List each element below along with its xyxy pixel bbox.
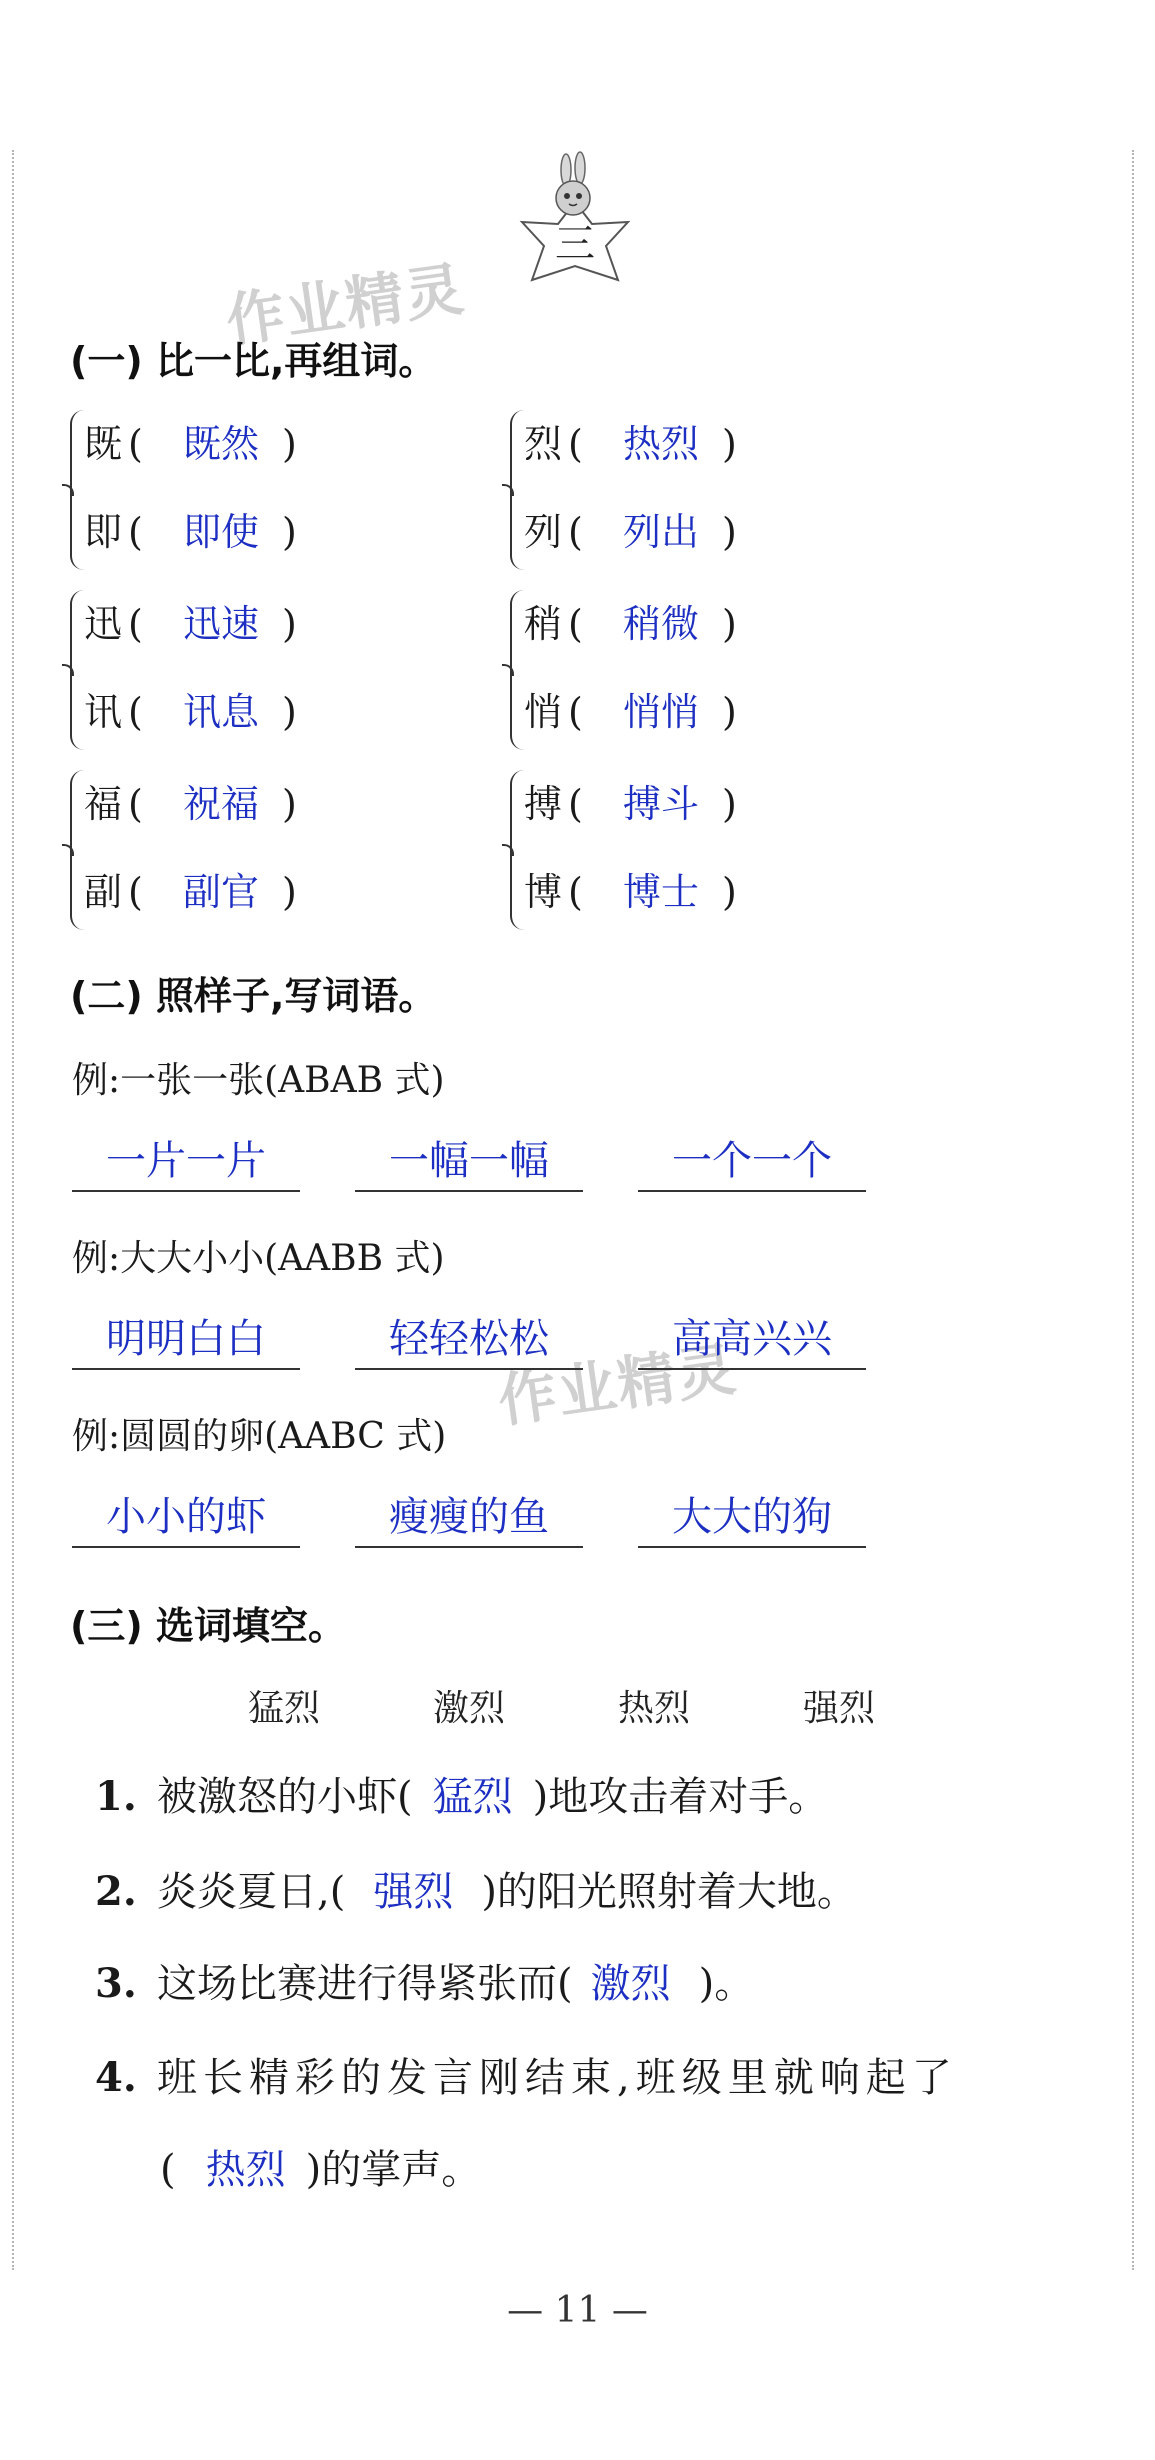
answer: 副官 <box>182 870 259 914</box>
answer-blank <box>355 1118 583 1192</box>
page-number: — 11 — <box>507 2290 648 2331</box>
char: 迅 <box>84 602 123 646</box>
section-badge <box>500 150 650 290</box>
word-option: 猛烈 <box>248 1688 321 1729</box>
char: 博 <box>524 870 563 914</box>
answer-blank <box>72 1118 300 1192</box>
question-text: )的掌声。 <box>305 2147 482 2193</box>
char: 烈 <box>524 422 563 466</box>
word-option: 强烈 <box>803 1688 876 1729</box>
example-text: 例:圆圆的卵(AABC 式) <box>72 1416 447 1457</box>
answer-blank <box>638 1118 866 1192</box>
answer-blank <box>72 1296 300 1370</box>
answer-blank <box>638 1474 866 1548</box>
brace <box>510 410 524 570</box>
brace <box>70 770 84 930</box>
example-text: 例:大大小小(AABB 式) <box>72 1238 445 1279</box>
char-pair: 福 ( 祝福 ) 副 ( 副官 ) <box>70 762 370 942</box>
badge-number: 三 <box>555 221 595 267</box>
section-2-title: (二) 照样子,写词语。 <box>70 974 437 1018</box>
answer: 列出 <box>622 510 699 554</box>
answer: 既然 <box>182 422 259 466</box>
brace <box>510 590 524 750</box>
char: 即 <box>84 510 123 554</box>
answer: 激烈 <box>590 1961 671 2007</box>
answer: 高高兴兴 <box>672 1316 832 1362</box>
watermark: 作业精灵 <box>222 254 470 356</box>
question-4-continued <box>160 2138 481 2195</box>
section-1-title: (一) 比一比,再组词。 <box>70 339 437 383</box>
answer-blank <box>638 1296 866 1370</box>
char: 福 <box>84 782 123 826</box>
answer: 搏斗 <box>622 782 699 826</box>
answer: 热烈 <box>205 2147 286 2193</box>
example-text: 例:一张一张(ABAB 式) <box>72 1060 445 1101</box>
char: 悄 <box>524 690 563 734</box>
question-text: ( <box>160 2147 176 2193</box>
answer: 祝福 <box>182 782 259 826</box>
char-pair: 烈 ( 热烈 ) 列 ( 列出 ) <box>510 402 810 582</box>
char-pair: 既 ( 既然 ) 即 ( 即使 ) <box>70 402 370 582</box>
left-dotted-border <box>12 150 14 2270</box>
answer: 热烈 <box>622 422 699 466</box>
right-dotted-border <box>1132 150 1134 2270</box>
answer-blank <box>355 1474 583 1548</box>
answer: 迅速 <box>182 602 259 646</box>
question-3 <box>95 1952 754 2009</box>
char: 副 <box>84 870 123 914</box>
answer: 博士 <box>622 870 699 914</box>
question-text: )的阳光照射着大地。 <box>481 1869 857 1915</box>
answer: 瘦瘦的鱼 <box>389 1494 549 1540</box>
answer-blank <box>72 1474 300 1548</box>
answer-blank <box>355 1296 583 1370</box>
brace <box>70 410 84 570</box>
answer: 轻轻松松 <box>389 1316 549 1362</box>
answer: 一片一片 <box>106 1138 266 1184</box>
answer: 猛烈 <box>432 1774 513 1820</box>
question-text: 这场比赛进行得紧张而( <box>157 1961 573 2007</box>
question-text: 班长精彩的发言刚结束,班级里就响起了 <box>157 2055 958 2101</box>
answer: 小小的虾 <box>106 1494 266 1540</box>
answer: 强烈 <box>373 1869 454 1915</box>
brace <box>510 770 524 930</box>
question-text: )。 <box>698 1961 755 2007</box>
char: 讯 <box>84 690 123 734</box>
word-option: 激烈 <box>433 1688 506 1729</box>
question-number: 1. <box>95 1773 137 1820</box>
answer: 一幅一幅 <box>389 1138 549 1184</box>
question-text: 炎炎夏日,( <box>157 1869 346 1915</box>
answer: 讯息 <box>182 690 259 734</box>
question-1 <box>95 1765 828 1822</box>
char: 既 <box>84 422 123 466</box>
char-pair: 搏 ( 搏斗 ) 博 ( 博士 ) <box>510 762 810 942</box>
char: 搏 <box>524 782 563 826</box>
question-text: )地攻击着对手。 <box>532 1774 829 1820</box>
question-2 <box>95 1860 857 1917</box>
word-bank <box>248 1680 988 1731</box>
watermark: 作业精灵 <box>494 1334 742 1436</box>
answer: 大大的狗 <box>672 1494 832 1540</box>
answer: 即使 <box>182 510 259 554</box>
char-pair: 稍 ( 稍微 ) 悄 ( 悄悄 ) <box>510 582 810 762</box>
question-number: 4. <box>95 2054 137 2101</box>
answer: 明明白白 <box>106 1316 266 1362</box>
answer: 一个一个 <box>672 1138 832 1184</box>
answer: 悄悄 <box>622 690 699 734</box>
word-option: 热烈 <box>618 1688 691 1729</box>
question-text: 被激怒的小虾( <box>157 1774 413 1820</box>
question-number: 3. <box>95 1960 137 2007</box>
question-4 <box>95 2046 958 2103</box>
char: 稍 <box>524 602 563 646</box>
section-3-title: (三) 选词填空。 <box>70 1604 346 1648</box>
char: 列 <box>524 510 563 554</box>
char-pair: 迅 ( 迅速 ) 讯 ( 讯息 ) <box>70 582 370 762</box>
brace <box>70 590 84 750</box>
answer: 稍微 <box>622 602 699 646</box>
question-number: 2. <box>95 1868 137 1915</box>
